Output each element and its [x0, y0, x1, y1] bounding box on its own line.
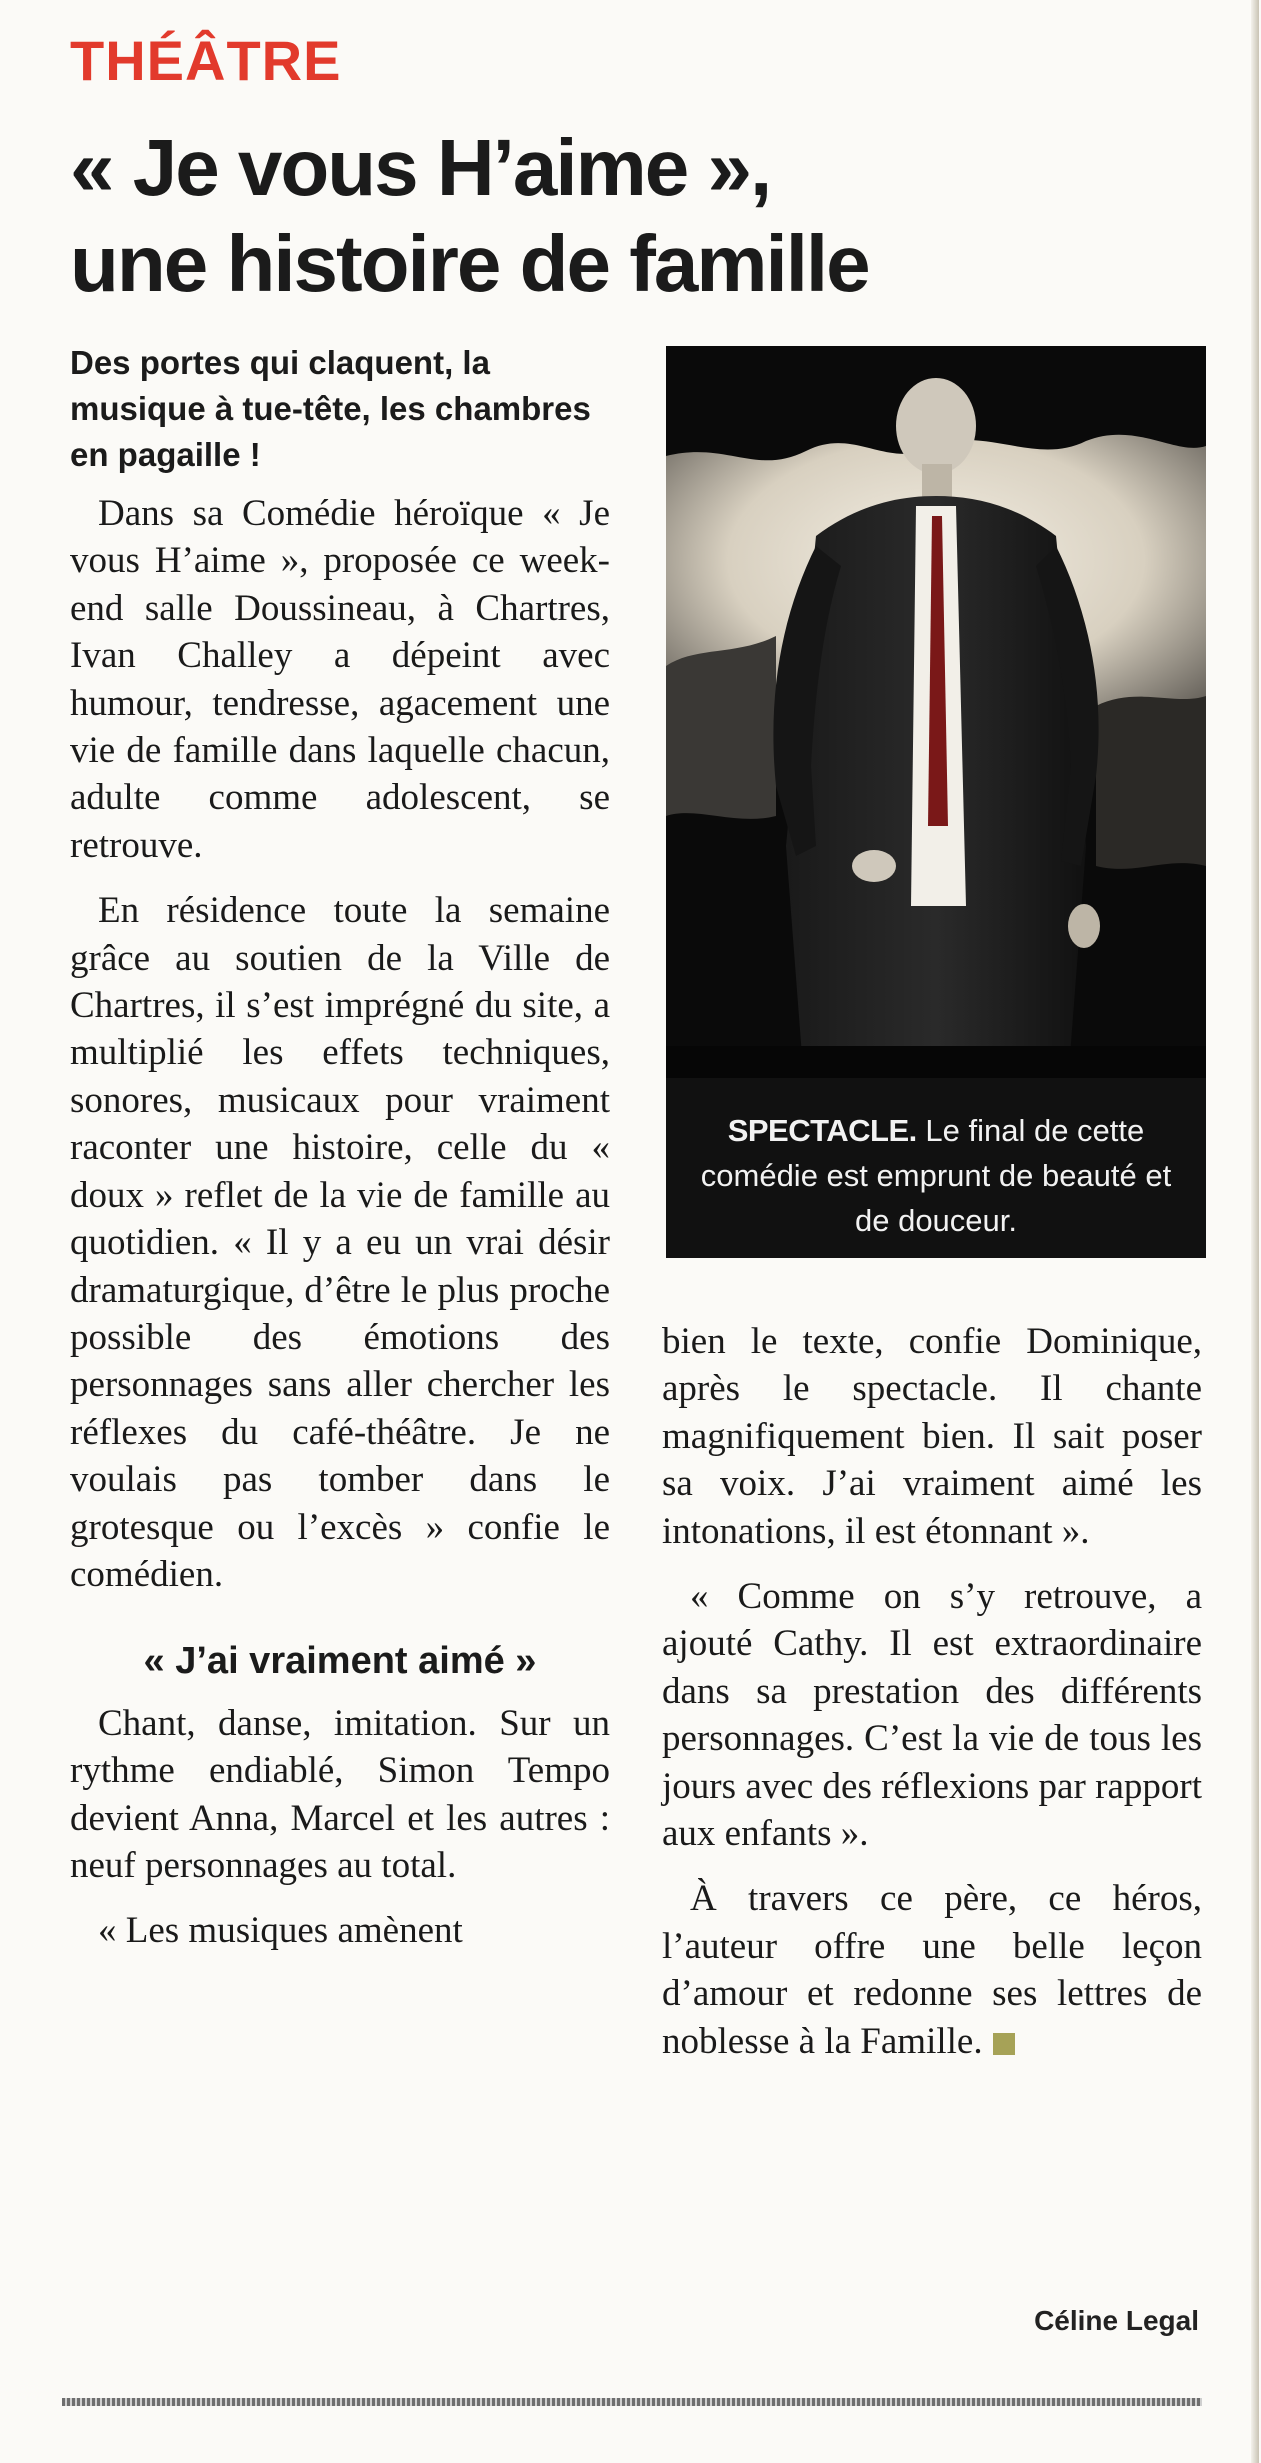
end-mark-icon: [993, 2033, 1015, 2055]
article-column-right: [662, 1318, 1202, 2083]
body-paragraph-1: Dans sa Comédie héroïque « Je vous H’aime », proposée ce week-end salle Doussineau, à Chartres, Ivan Challey a dépeint avec humour, tendresse, agacement une vie de famille dans laquelle chacun, adulte comme adolescent, se retrouve.: [70, 493, 610, 866]
body-paragraph-4-continued: bien le texte, confie Dominique, après le spectacle. Il chante magnifiquement bien. Il sait poser sa voix. J’ai vraiment aimé les intonations, il est étonnant ».: [662, 1321, 1202, 1552]
photo-caption: [666, 1078, 1206, 1258]
caption-label: SPECTACLE.: [727, 1113, 917, 1148]
headline-line-2: une histoire de famille: [70, 219, 869, 308]
caption-text: Le final de cette comédie est emprunt de beauté et de douceur.: [700, 1113, 1172, 1238]
article-column-left: [70, 490, 610, 1973]
bottom-rule: [62, 2398, 1202, 2406]
body-paragraph-3: Chant, danse, imitation. Sur un rythme endiablé, Simon Tempo devient Anna, Marcel et les autres : neuf personnages au total.: [70, 1702, 610, 1886]
lead-paragraph: Des portes qui claquent, la musique à tue-tête, les chambres en pagaille !: [70, 344, 591, 473]
page-edge: [1251, 0, 1259, 2463]
body-paragraph-6-text: À travers ce père, ce héros, l’auteur offre une belle leçon d’amour et redonne ses lettres de noblesse à la Famille.: [662, 1878, 1202, 2062]
body-paragraph-4: « Les musiques amènent: [98, 1910, 463, 1952]
rubric: THÉÂTRE: [70, 29, 342, 92]
author-byline: Céline Legal: [1034, 2305, 1199, 2336]
body-paragraph-2: En résidence toute la semaine grâce au soutien de la Ville de Chartres, il s’est imprégné du site, a multiplié les effets techniques, sonores, musicaux pour vraiment raconter une histoire, celle du « doux » reflet de la vie de famille au quotidien. « Il y a eu un vrai désir dramaturgique, d’être le plus proche possible des émotions des personnages sans aller chercher les réflexes du café-théâtre. Je ne voulais pas tomber dans le grotesque ou l’excès » confie le comédien.: [70, 890, 610, 1595]
headline: [70, 120, 1220, 312]
headline-line-1: « Je vous H’aime »,: [70, 123, 771, 212]
body-paragraph-6: [662, 1875, 1202, 2065]
body-paragraph-5: « Comme on s’y retrouve, a ajouté Cathy. Il est extraordinaire dans sa prestation des différents personnages. C’est la vie de tous les jours avec des réflexions par rapport aux enfants ».: [662, 1576, 1202, 1855]
performance-photo: [666, 346, 1206, 1108]
subheading: « J’ai vraiment aimé »: [143, 1640, 537, 1683]
actor-on-stage-image: [666, 346, 1206, 1108]
